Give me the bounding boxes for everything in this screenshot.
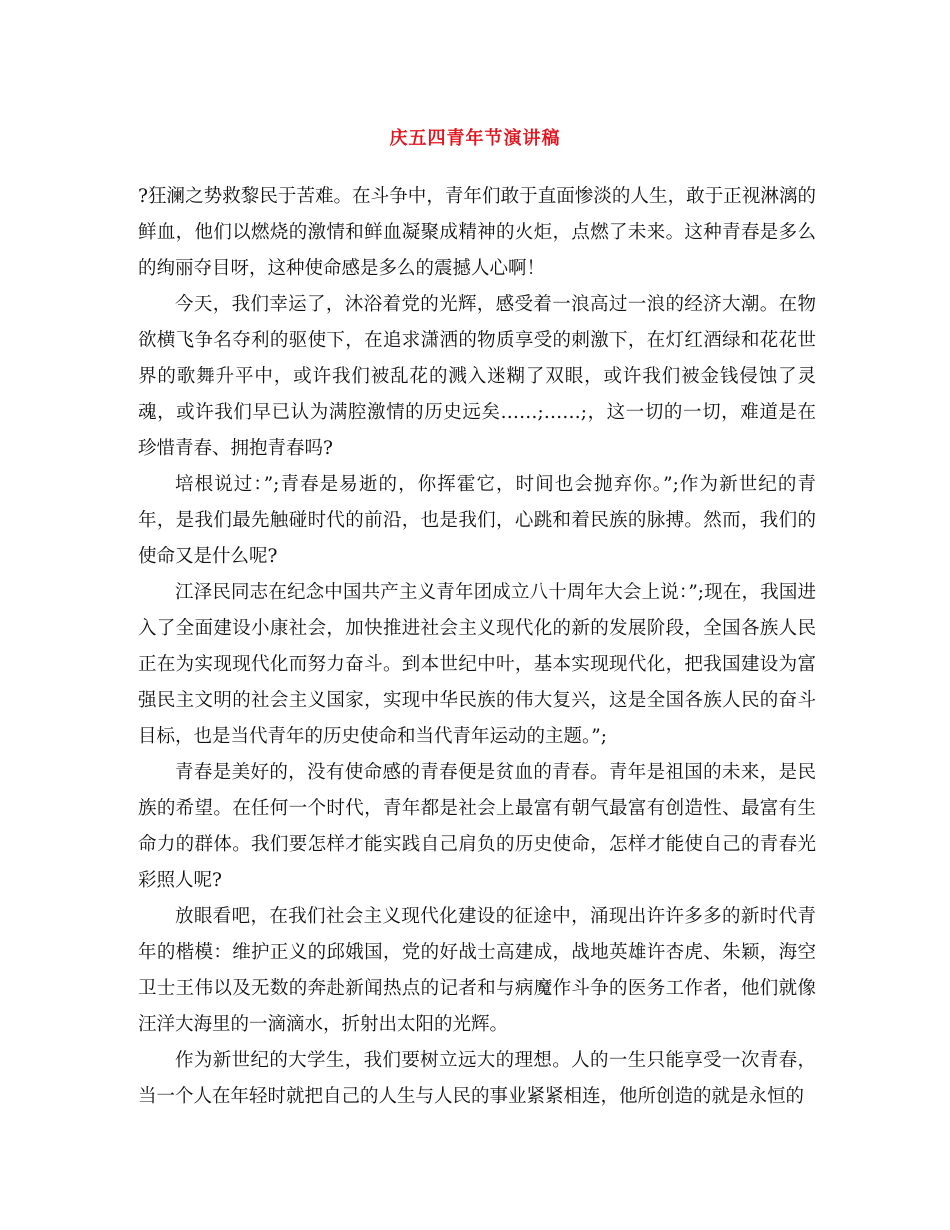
- paragraph-5: 青春是美好的，没有使命感的青春便是贫血的青春。青年是祖国的未来，是民族的希望。在任何一个时代，青年都是社会上最富有朝气最富有创造性、最富有生命力的群体。我们要怎样才能实践自己肩负的历史使命，怎样才能使自己的青春光彩照人呢?: [138, 762, 816, 891]
- document-body: [138, 179, 816, 1115]
- paragraph-6: 放眼看吧，在我们社会主义现代化建设的征途中，涌现出许许多多的新时代青年的楷模：维护正义的邱娥国，党的好战士高建成，战地英雄许杏虎、朱颖，海空卫士王伟以及无数的奔赴新闻热点的记者和与病魔作斗争的医务工作者，他们就像汪洋大海里的一滴滴水，折射出太阳的光辉。: [138, 906, 816, 1035]
- paragraph-7: 作为新世纪的大学生，我们要树立远大的理想。人的一生只能享受一次青春，当一个人在年轻时就把自己的人生与人民的事业紧紧相连，他所创造的就是永恒的: [138, 1050, 816, 1107]
- paragraph-2: 今天，我们幸运了，沐浴着党的光辉，感受着一浪高过一浪的经济大潮。在物欲横飞争名夺利的驱使下，在追求潇洒的物质享受的刺激下，在灯红酒绿和花花世界的歌舞升平中，或许我们被乱花的溅入迷糊了双眼，或许我们被金钱侵蚀了灵魂，或许我们早已认为满腔激情的历史远矣……;……;，这一切的一切，难道是在珍惜青春、拥抱青春吗?: [138, 294, 816, 459]
- paragraph-3: 培根说过：”;青春是易逝的，你挥霍它，时间也会抛弃你。”;作为新世纪的青年，是我们最先触碰时代的前沿，也是我们，心跳和着民族的脉搏。然而，我们的使命又是什么呢?: [138, 474, 816, 567]
- paragraph-1: ?狂澜之势救黎民于苦难。在斗争中，青年们敢于直面惨淡的人生，敢于正视淋漓的鲜血，他们以燃烧的激情和鲜血凝聚成精神的火炬，点燃了未来。这种青春是多么的绚丽夺目呀，这种使命感是多么的震撼人心啊！: [138, 186, 816, 279]
- paragraph-4: 江泽民同志在纪念中国共产主义青年团成立八十周年大会上说：”;现在，我国进入了全面建设小康社会，加快推进社会主义现代化的新的发展阶段，全国各族人民正在为实现现代化而努力奋斗。到本世纪中叶，基本实现现代化，把我国建设为富强民主文明的社会主义国家，实现中华民族的伟大复兴，这是全国各族人民的奋斗目标，也是当代青年的历史使命和当代青年运动的主题。”;: [138, 582, 816, 747]
- document-title: 庆五四青年节演讲稿: [389, 128, 561, 149]
